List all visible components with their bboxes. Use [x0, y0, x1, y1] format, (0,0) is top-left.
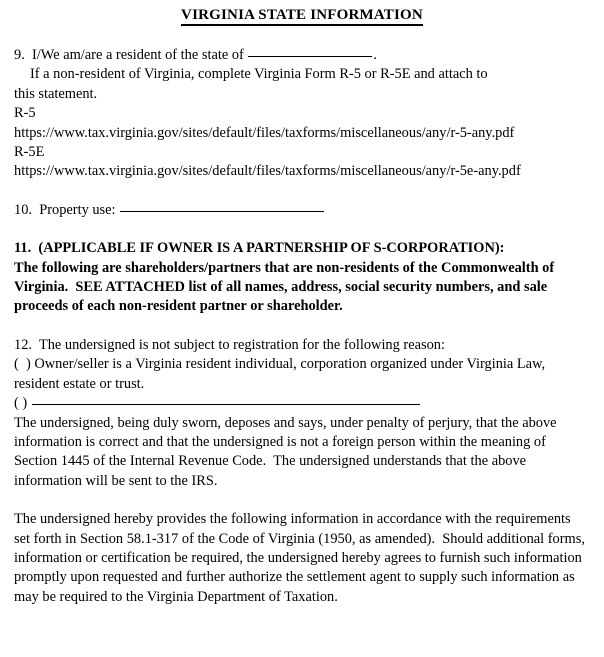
item-12-option-b: [14, 394, 590, 413]
document-page: [0, 6, 604, 657]
item-11-heading-text: (APPLICABLE IF OWNER IS A PARTNERSHIP OF S-CORPORATION):: [38, 240, 505, 257]
item-9-number: 9.: [14, 47, 25, 63]
property-use-blank[interactable]: [120, 211, 324, 212]
item-12-spacer: [32, 337, 39, 353]
item-11-body: The following are shareholders/partners that are non-residents of the Commonwealth of Virginia. SEE ATTACHED list of all names, address, social security numbers, and sale proceeds of each non-resident partner or shareholder.: [14, 259, 558, 315]
form-r5-url[interactable]: https://www.tax.virginia.gov/sites/default/files/taxforms/miscellaneous/any/r-5-any.pdf: [14, 124, 515, 141]
item-12-option-a-text: Owner/seller is a Virginia resident individual, corporation organized under Virginia Law, resident estate or trust.: [14, 356, 549, 392]
page-title-text: VIRGINIA STATE INFORMATION: [181, 7, 423, 26]
item-12-number: 12.: [14, 336, 32, 353]
form-r5e-label: R-5E: [14, 144, 45, 161]
item-9-line-2: [14, 65, 590, 84]
spacer-after-item-10: [14, 220, 590, 239]
item-9-line-2-text: If a non-resident of Virginia, complete Virginia Form R-5 or R-5E and attach to: [30, 66, 488, 83]
item-11-number: 11.: [14, 240, 32, 257]
item-11-heading: [14, 239, 590, 258]
code-of-virginia-paragraph: The undersigned hereby provides the following information in accordance with the requirements set forth in Section 58.1-317 of the Code of Virginia (1950, as amended). Should additional forms, information or certification be required, the undersigned hereby agrees to furnish such information promptly upon requested and further authorize the settlement agent to supply such information as may be required to the Virginia Department of Taxation.: [14, 511, 589, 605]
spacer-after-item-9: [14, 182, 590, 201]
item-10-spacer-2: [116, 202, 120, 218]
spacer-before-final-paragraph: [14, 491, 590, 510]
perjury-paragraph: The undersigned, being duly sworn, deposes and says, under penalty of perjury, that the above information is correct and that the undersigned is not a foreign person within the meaning of Section 1445 of the Internal Revenue Code. The undersigned understands that the above information will be sent to the IRS.: [14, 414, 561, 489]
item-12-option-a: [14, 355, 590, 394]
state-of-residence-blank[interactable]: [248, 56, 372, 57]
form-r5e-url[interactable]: https://www.tax.virginia.gov/sites/default/files/taxforms/miscellaneous/any/r-5e-any.pdf: [14, 163, 521, 180]
item-10-number: 10.: [14, 201, 32, 218]
spacer-after-item-11: [14, 317, 590, 336]
item-12-checkbox-a[interactable]: ( ): [14, 356, 31, 373]
item-9-spacer: [25, 47, 32, 63]
item-10-label: Property use:: [39, 201, 116, 218]
item-9-period: .: [373, 47, 378, 63]
item-9-lead-text: I/We am/are a resident of the state of: [32, 47, 244, 63]
item-12-checkbox-b-spacer: [27, 395, 31, 411]
item-9-spacer-2: [244, 47, 248, 63]
item-9-line-3: this statement.: [14, 85, 98, 102]
item-10-line: [14, 201, 590, 220]
form-r5-label: R-5: [14, 105, 36, 122]
document-body: [0, 46, 604, 607]
item-12-heading: [14, 336, 590, 355]
item-12-heading-text: The undersigned is not subject to registration for the following reason:: [38, 336, 445, 353]
item-9-line-1: [14, 46, 590, 65]
item-12-checkbox-b[interactable]: ( ): [14, 395, 28, 412]
page-title: [0, 6, 604, 24]
item-12-other-reason-blank[interactable]: [32, 404, 420, 405]
title-spacer: [0, 24, 604, 46]
